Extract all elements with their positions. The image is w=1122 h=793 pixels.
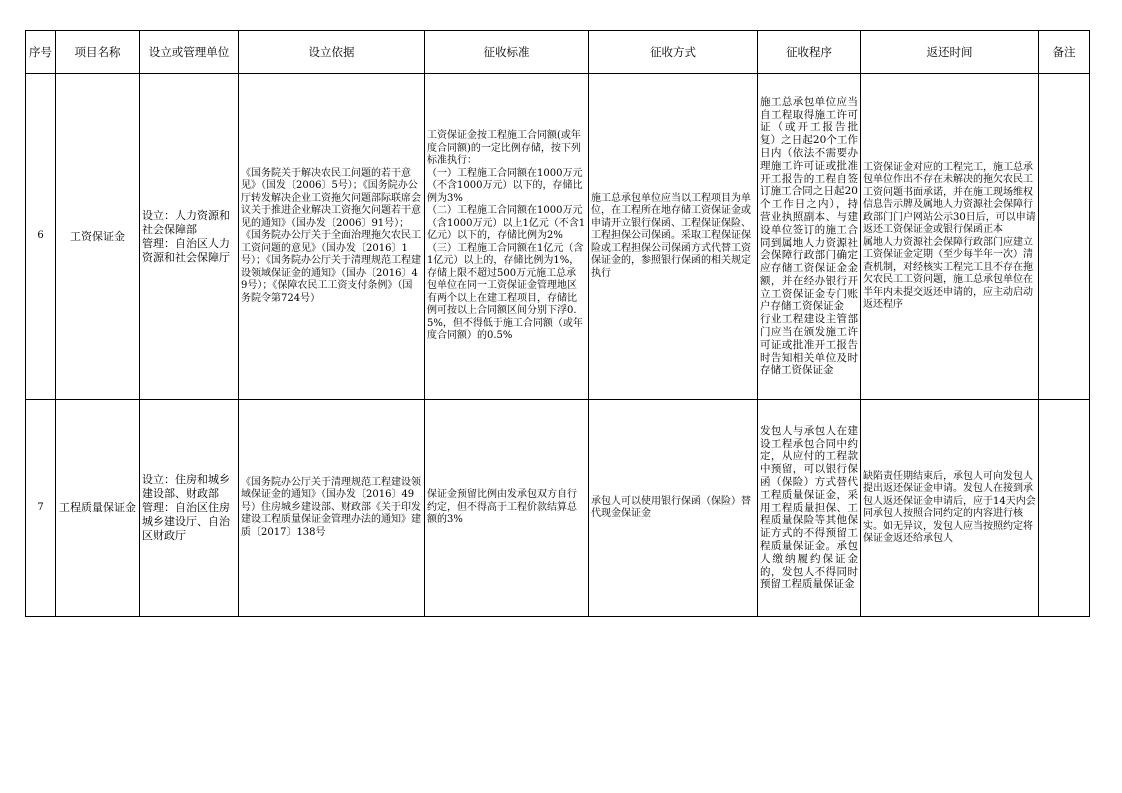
row-procedure-text: 施工总承包单位应当自工程取得施工许可证（或开工报告批复）之日起20个工作日内（依法不需要办理施工许可证或批准开工报告的工程自签订施工合同之日起20个工作日之内），持营业执照副本、与建设单位签订的施工合同到属地人力资源社会保障行政部门确定应存储工资保证金金额，并在经办银行开立工资保证金专门账户存储工资保证金 行业工程建设主管部门应当在颁发施工许可证或批准开工报告时告知相关单位及时存储工资保证金 bbox=[760, 95, 858, 377]
fee-table-sheet bbox=[25, 30, 1090, 617]
header-remarks: 备注 bbox=[1039, 31, 1090, 74]
table-row bbox=[26, 400, 1090, 617]
header-project-name: 项目名称 bbox=[56, 31, 140, 74]
row-no: 6 bbox=[26, 74, 56, 400]
header-no: 序号 bbox=[26, 31, 56, 74]
row-remarks bbox=[1039, 74, 1090, 400]
row-refund-time: 缺陷责任期结束后，承包人可向发包人提出返还保证金申请。发包人在接到承包人返还保证金申请后，应于14天内会同承包人按照合同约定的内容进行核实。如无异议，发包人应当按照约定将保证金返还给承包人 bbox=[861, 400, 1039, 617]
header-procedure: 征收程序 bbox=[758, 31, 861, 74]
row-managing-unit: 设立：住房和城乡建设部、财政部 管理：自治区住房城乡建设厅、自治区财政厅 bbox=[140, 400, 239, 617]
table-row bbox=[26, 74, 1090, 400]
row-method: 施工总承包单位应当以工程项目为单位，在工程所在地存储工资保证金或申请开立银行保函、工程保证保险、工程担保公司保函。采取工程保证保险或工程担保公司保函方式代替工资保证金的，参照银行保函的相关规定执行 bbox=[589, 74, 758, 400]
deposit-items-table bbox=[25, 30, 1090, 617]
row-refund-time: 工资保证金对应的工程完工，施工总承包单位作出不存在未解决的拖欠农民工工资问题书面承诺，并在施工现场维权信息告示牌及属地人力资源社会保障行政部门门户网站公示30日后，可以申请返还工资保证金或银行保函正本 属地人力资源社会保障行政部门应建立工资保证金定期（至少每半年一次）清查机制，对经核实工程完工且不存在拖欠农民工工资问题，施工总承包单位在半年内未提交返还申请的，应主动启动返还程序 bbox=[861, 74, 1039, 400]
row-method: 承包人可以使用银行保函（保险）替代现金保证金 bbox=[589, 400, 758, 617]
header-method: 征收方式 bbox=[589, 31, 758, 74]
row-remarks bbox=[1039, 400, 1090, 617]
header-managing-unit: 设立或管理单位 bbox=[140, 31, 239, 74]
row-no: 7 bbox=[26, 400, 56, 617]
row-procedure bbox=[758, 400, 861, 617]
row-basis: 《国务院关于解决农民工问题的若干意见》（国发〔2006〕5号）；《国务院办公厅转发解决企业工资拖欠问题部际联席会议关于推进企业解决工资拖欠问题若干意见的通知》（国办发〔2006〕91号）；《国务院办公厅关于全面治理拖欠农民工工资问题的意见》（国办发〔2016〕1号）；《国务院办公厅关于清理规范工程建设领域保证金的通知》（国办〔2016〕49号）；《保障农民工工资支付条例》（国务院令第724号） bbox=[239, 74, 425, 400]
header-refund-time: 返还时间 bbox=[861, 31, 1039, 74]
row-managing-unit: 设立：人力资源和社会保障部 管理：自治区人力资源和社会保障厅 bbox=[140, 74, 239, 400]
row-standard: 工资保证金按工程施工合同额(或年度合同额)的一定比例存储，按下列标准执行： （一）工程施工合同额在1000万元（不含1000万元）以下的，存储比例为3% （二）工程施工合同额在1000万元（含1000万元）以上1亿元（不含1亿元）以下的，存储比例为2% （三）工程施工合同额在1亿元（含1亿元）以上的，存储比例为1%，存储上限不超过500万元施工总承包单位在同一工资保证金管理地区有两个以上在建工程项目，存储比例可按以上合同额区间分别下浮0.5%，但不得低于施工合同额（或年度合同额）的0.5% bbox=[425, 74, 589, 400]
table-header-row bbox=[26, 31, 1090, 74]
header-standard: 征收标准 bbox=[425, 31, 589, 74]
row-procedure bbox=[758, 74, 861, 400]
row-procedure-text: 发包人与承包人在建设工程承包合同中约定，从应付的工程款中预留，可以银行保函（保险）方式替代工程质量保证金，采用工程质量担保、工程质量保险等其他保证方式的不得预留工程质量保证金。承包人缴纳履约保证金的，发包人不得同时预留工程质量保证金 bbox=[760, 424, 858, 591]
row-project-name: 工资保证金 bbox=[56, 74, 140, 400]
row-project-name: 工程质量保证金 bbox=[56, 400, 140, 617]
row-basis: 《国务院办公厅关于清理规范工程建设领域保证金的通知》（国办发〔2016〕49号）住房城乡建设部、财政部《关于印发建设工程质量保证金管理办法的通知》建质〔2017〕138号 bbox=[239, 400, 425, 617]
header-basis: 设立依据 bbox=[239, 31, 425, 74]
row-standard: 保证金预留比例由发承包双方自行约定，但不得高于工程价款结算总额的3% bbox=[425, 400, 589, 617]
